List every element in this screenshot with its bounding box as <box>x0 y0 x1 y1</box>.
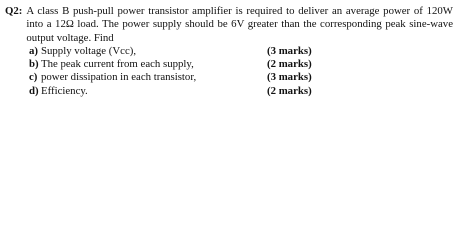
question-parts <box>29 45 453 98</box>
part-letter: c) <box>29 71 38 84</box>
part-letter: d) <box>29 84 39 97</box>
part-marks: (2 marks) <box>267 58 312 71</box>
question-number: Q2: <box>5 5 23 17</box>
part-text: power dissipation in each transistor, <box>41 71 197 84</box>
part-letter: b) <box>29 58 39 71</box>
part-a <box>29 45 453 58</box>
part-marks: (2 marks) <box>267 84 312 97</box>
part-d <box>29 85 453 98</box>
question-block <box>5 5 453 98</box>
part-marks: (3 marks) <box>267 44 312 57</box>
part-text: Efficiency. <box>41 84 88 97</box>
part-text: The peak current from each supply, <box>41 58 194 71</box>
part-c <box>29 71 453 84</box>
part-b <box>29 58 453 71</box>
question-text: A class B push-pull power transistor amplifier is required to deliver an average power of 120W into a 12Ω load. The power supply should be 6V greater than the corresponding peak sine-wave output voltage. Find <box>26 5 453 44</box>
part-letter: a) <box>29 44 38 57</box>
part-marks: (3 marks) <box>267 71 312 84</box>
part-text: Supply voltage (Vcc), <box>41 44 137 57</box>
question-stem <box>5 5 453 45</box>
